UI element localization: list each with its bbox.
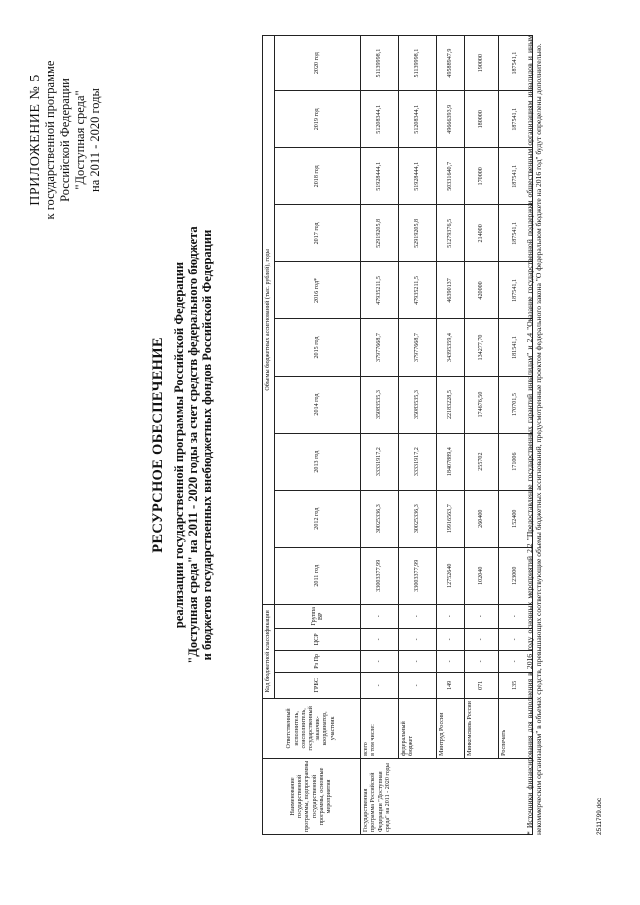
cell-value: 190000 [465, 36, 499, 91]
header-year: 2018 год [275, 148, 361, 205]
cell-grbs: 149 [437, 672, 465, 698]
cell-vr: - [361, 604, 399, 628]
cell-rzpr: - [361, 650, 399, 672]
program-name-cell: Государственная программа Российской Федерации "Доступная среда" на 2011 - 2020 годы [361, 758, 533, 834]
cell-value: 33331917,2 [399, 433, 437, 490]
cell-value: 52919205,8 [399, 205, 437, 262]
cell-value: 152400 [499, 490, 533, 547]
cell-rzpr: - [465, 650, 499, 672]
cell-csr: - [465, 628, 499, 650]
cell-rzpr: - [499, 650, 533, 672]
cell-value: 52919205,8 [361, 205, 399, 262]
cell-csr: - [361, 628, 399, 650]
cell-value: 260400 [465, 490, 499, 547]
cell-value: 12752640 [437, 547, 465, 604]
cell-value: 19916563,7 [437, 490, 465, 547]
responsible-label: Роспечать [499, 698, 533, 758]
header-year: 2011 год [275, 547, 361, 604]
cell-vr: - [437, 604, 465, 628]
header-volume-group: Объемы бюджетных ассигнований (тыс. рублей), годы [263, 36, 275, 605]
cell-csr: - [399, 628, 437, 650]
cell-value: 187541,1 [499, 148, 533, 205]
cell-value: 35083535,3 [399, 376, 437, 433]
header-year: 2019 год [275, 91, 361, 148]
cell-value: 30025336,3 [361, 490, 399, 547]
cell-value: 187541,1 [499, 205, 533, 262]
appendix-line: "Доступная среда" [73, 90, 87, 190]
cell-grbs: 135 [499, 672, 533, 698]
header-csr: ЦСР [275, 628, 361, 650]
header-year: 2015 год [275, 319, 361, 376]
cell-value: 51208344,1 [399, 91, 437, 148]
appendix-title: ПРИЛОЖЕНИЕ № 5 [28, 74, 43, 206]
cell-value: 37977668,7 [361, 319, 399, 376]
cell-value: 134277,70 [465, 319, 499, 376]
header-code-group: Код бюджетной классификации [263, 604, 275, 698]
cell-value: 170000 [465, 148, 499, 205]
cell-value: 33331917,2 [361, 433, 399, 490]
cell-value: 50331640,7 [437, 148, 465, 205]
cell-vr: - [399, 604, 437, 628]
cell-value: 214000 [465, 205, 499, 262]
cell-vr: - [499, 604, 533, 628]
responsible-label: всего [363, 742, 370, 756]
header-year: 2013 год [275, 433, 361, 490]
cell-value: 187541,1 [499, 262, 533, 319]
cell-value: 51928444,1 [399, 148, 437, 205]
appendix-line: Российской Федерации [58, 78, 72, 202]
cell-value: 30025336,3 [399, 490, 437, 547]
responsible-label: Минкомсвязь России [465, 698, 499, 758]
appendix-block [28, 35, 103, 245]
cell-value: 51928444,1 [361, 148, 399, 205]
cell-rzpr: - [399, 650, 437, 672]
cell-value: 51279376,5 [437, 205, 465, 262]
cell-value: 187541,1 [499, 91, 533, 148]
header-responsible: Ответственный исполнитель, соисполнитель, государственный заказчик-координатор, участник [263, 698, 361, 758]
header-name: Наименование государственной программы, подпрограммы государственной программы, основные мероприятия [263, 758, 361, 834]
cell-value: 171006 [499, 433, 533, 490]
responsible-sublabel: в том числе: [370, 724, 377, 756]
heading-line: и бюджетов государственных внебюджетных фондов Российской Федерации [200, 229, 214, 661]
cell-value: 181541,1 [499, 319, 533, 376]
cell-value: 180000 [465, 91, 499, 148]
cell-value: 37977668,7 [399, 319, 437, 376]
heading-line: реализации государственной программы Российской Федерации [172, 261, 186, 629]
cell-value: 51208344,1 [361, 91, 399, 148]
cell-value: 22183228,5 [437, 376, 465, 433]
cell-csr: - [499, 628, 533, 650]
heading-main: РЕСУРСНОЕ ОБЕСПЕЧЕНИЕ [150, 337, 166, 553]
cell-value: 187541,1 [499, 36, 533, 91]
cell-value: 174676,50 [465, 376, 499, 433]
header-year: 2020 год [275, 36, 361, 91]
appendix-line: на 2011 - 2020 годы [88, 88, 102, 192]
header-vr: Группа ВР [275, 604, 361, 628]
cell-grbs: - [399, 672, 437, 698]
cell-value: 33003377,99 [399, 547, 437, 604]
cell-value: 123000 [499, 547, 533, 604]
cell-value: 170701,5 [499, 376, 533, 433]
cell-value: 46390137 [437, 262, 465, 319]
cell-value: 49588947,9 [437, 36, 465, 91]
cell-grbs: - [361, 672, 399, 698]
cell-value: 51139998,1 [399, 36, 437, 91]
document-heading [150, 145, 214, 745]
cell-value: 49666393,9 [437, 91, 465, 148]
cell-value: 102040 [465, 547, 499, 604]
cell-csr: - [437, 628, 465, 650]
cell-value: 35083535,3 [361, 376, 399, 433]
header-year: 2016 год* [275, 262, 361, 319]
cell-value: 34395359,4 [437, 319, 465, 376]
header-grbs: ГРБС [275, 672, 361, 698]
cell-rzpr: - [437, 650, 465, 672]
cell-value: 18407889,4 [437, 433, 465, 490]
resource-table [262, 35, 533, 835]
cell-value: 51139998,1 [361, 36, 399, 91]
responsible-label: Минтруд России [437, 698, 465, 758]
responsible-label: федеральный бюджет [399, 698, 437, 758]
appendix-line: к государственной программе [43, 60, 57, 220]
cell-value: 255702 [465, 433, 499, 490]
cell-value: 420000 [465, 262, 499, 319]
table-row-responsible [361, 698, 399, 758]
cell-vr: - [465, 604, 499, 628]
cell-value: 47935211,5 [361, 262, 399, 319]
header-year: 2014 год [275, 376, 361, 433]
cell-value: 33003377,99 [361, 547, 399, 604]
heading-line: "Доступная среда" на 2011 - 2020 годы за счет средств федерального бюджета [186, 226, 200, 664]
footnote: * Источники финансирования для выполнения в 2016 году основных мероприятий 2.2 "Предоставление государственных гарантий инвалидам" и 2.4 "Оказание государственной поддержки общественным организациям инвалидов и иным некоммерческим организациям" в объемах средств, превышающих соответствующие объемы бюджетных ассигнований, предусмотренные проектом федерального закона "О федеральном бюджете на 2016 год" будут определены дополнительно. [525, 35, 544, 835]
document-id: 2511799.doc [596, 797, 603, 835]
cell-grbs: 071 [465, 672, 499, 698]
cell-value: 47935211,5 [399, 262, 437, 319]
header-year: 2017 год [275, 205, 361, 262]
header-year: 2012 год [275, 490, 361, 547]
header-rzpr: Рз Пр [275, 650, 361, 672]
